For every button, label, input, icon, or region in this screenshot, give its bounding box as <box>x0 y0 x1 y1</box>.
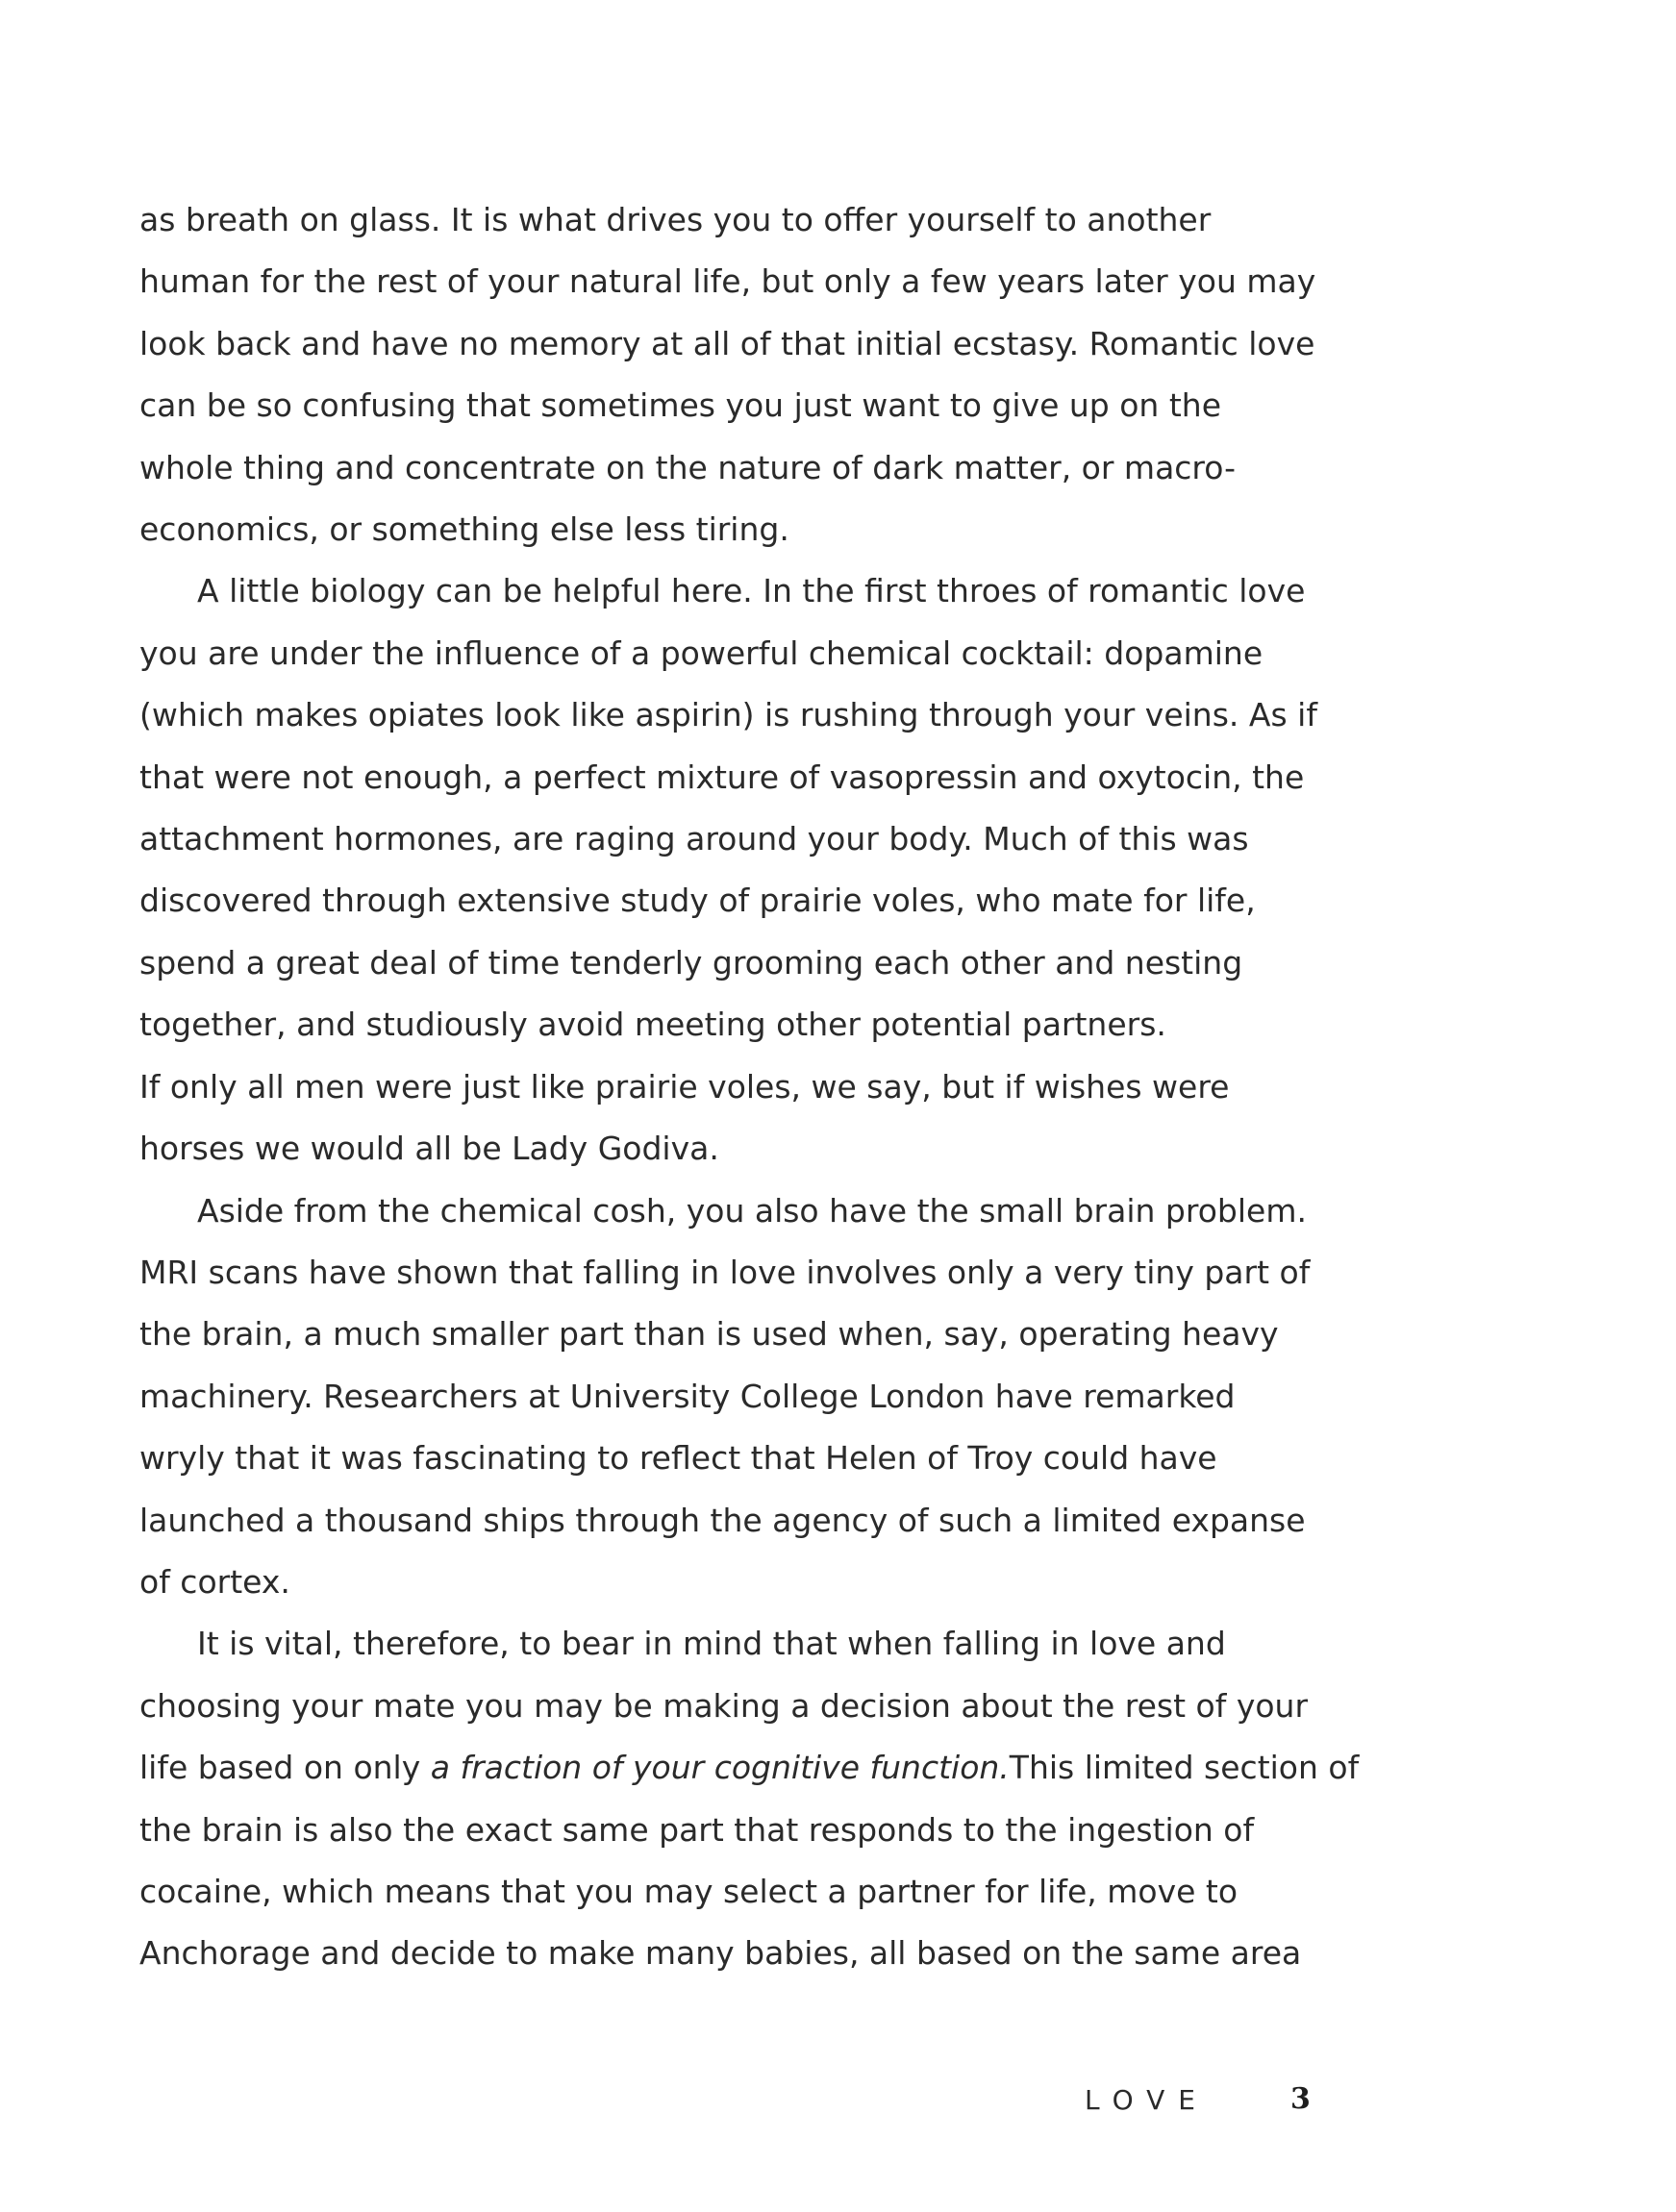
text-line: (which makes opiates look like aspirin) is rushing through your veins. As if <box>139 696 1317 734</box>
paragraph-1 <box>139 189 1346 560</box>
body-text <box>139 189 1360 1985</box>
page-number: 3 <box>1290 2082 1311 2116</box>
paragraph-5 <box>139 1613 1360 1984</box>
text-line: spend a great deal of time tenderly grooming each other and nesting <box>139 943 1243 982</box>
text-line: cocaine, which means that you may select a partner for life, move to <box>139 1872 1238 1910</box>
text-line: horses we would all be Lady Godiva. <box>139 1130 719 1168</box>
text-line: launched a thousand ships through the agency of such a limited expanse <box>139 1501 1306 1539</box>
text-line: It is vital, therefore, to bear in mind that when falling in love and <box>197 1625 1226 1663</box>
text-line: you are under the influence of a powerful chemical cocktail: dopamine <box>139 634 1263 672</box>
text-line: wryly that it was fascinating to reflect that Helen of Troy could have <box>139 1439 1217 1478</box>
text-line: the brain is also the exact same part that responds to the ingestion of <box>139 1810 1255 1849</box>
text-line: human for the rest of your natural life, but only a few years later you may <box>139 262 1316 301</box>
text-line: MRI scans have shown that falling in love involves only a very tiny part of <box>139 1253 1311 1291</box>
text-line: Aside from the chemical cosh, you also have the small brain problem. <box>197 1191 1307 1230</box>
text-line-mixed <box>139 1737 1360 1799</box>
text-run: life based on only <box>139 1749 431 1787</box>
paragraph-4 <box>139 1181 1346 1614</box>
text-line: that were not enough, a perfect mixture of vasopressin and oxytocin, the <box>139 758 1305 796</box>
text-line: can be so confusing that sometimes you just want to give up on the <box>139 386 1221 425</box>
text-line: A little biology can be helpful here. In the first throes of romantic love <box>197 572 1306 610</box>
text-line: together, and studiously avoid meeting other potential partners. <box>139 1006 1166 1044</box>
text-line: If only all men were just like prairie voles, we say, but if wishes were <box>139 1067 1230 1106</box>
text-line: of cortex. <box>139 1562 290 1601</box>
running-head: LOVE <box>1085 2084 1209 2116</box>
text-line: look back and have no memory at all of that initial ecstasy. Romantic love <box>139 324 1315 362</box>
text-run: This limited section of <box>1009 1749 1360 1787</box>
text-line: whole thing and concentrate on the nature of dark matter, or macro- <box>139 448 1236 486</box>
paragraph-2 <box>139 560 1346 1056</box>
text-line: economics, or something else less tiring. <box>139 510 789 549</box>
text-line: as breath on glass. It is what drives you to offer yourself to another <box>139 201 1212 238</box>
text-line: discovered through extensive study of prairie voles, who mate for life, <box>139 882 1256 920</box>
text-line: machinery. Researchers at University College London have remarked <box>139 1377 1236 1415</box>
text-line: attachment hormones, are raging around your body. Much of this was <box>139 820 1249 858</box>
text-line: Anchorage and decide to make many babies, all based on the same area <box>139 1934 1302 1973</box>
text-line: the brain, a much smaller part than is used when, say, operating heavy <box>139 1315 1279 1354</box>
paragraph-3 <box>139 1056 1346 1181</box>
emphasis-text: a fraction of your cognitive function. <box>430 1749 1010 1787</box>
text-line: choosing your mate you may be making a decision about the rest of your <box>139 1686 1309 1725</box>
